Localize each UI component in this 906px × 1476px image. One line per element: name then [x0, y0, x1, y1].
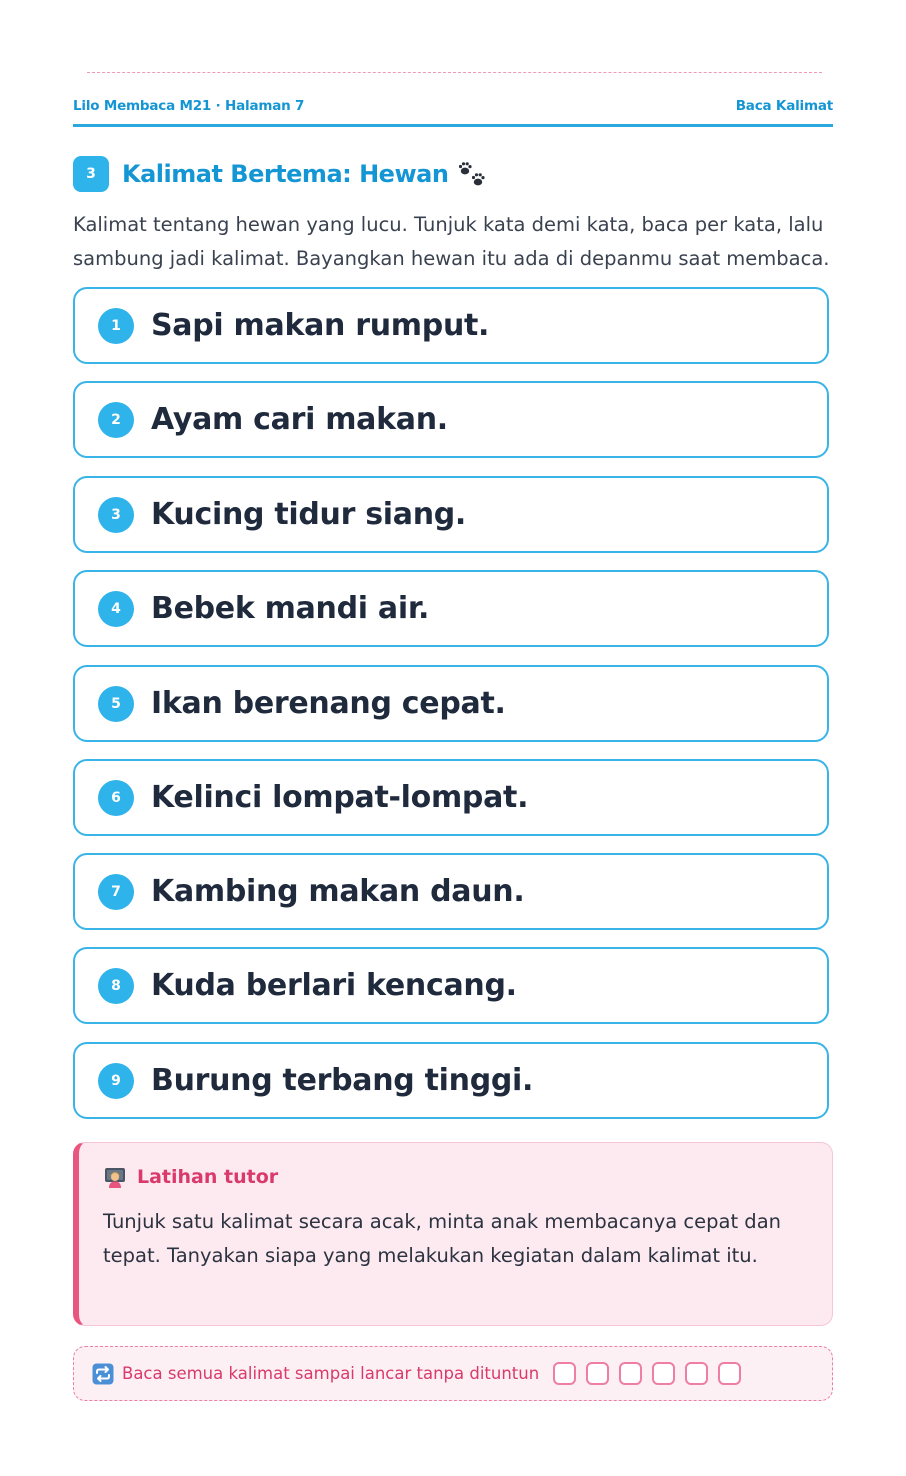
section-number-badge: 3 [73, 156, 109, 192]
sentence-card[interactable] [73, 381, 829, 458]
tutor-instructions: Tunjuk satu kalimat secara acak, minta anak membacanya cepat dan tepat. Tanyakan siapa yang melakukan kegiatan dalam kalimat itu. [103, 1210, 781, 1267]
teacher-icon [103, 1165, 127, 1189]
sentence-number: 4 [98, 591, 134, 627]
page-header [73, 88, 833, 127]
section-title [73, 156, 488, 192]
sentence-number: 2 [98, 402, 134, 438]
sentence-text: Kambing makan daun. [151, 874, 525, 909]
sentence-card[interactable] [73, 1042, 829, 1119]
sentence-card[interactable] [73, 287, 829, 364]
sentence-card[interactable] [73, 665, 829, 742]
reading-checkbox[interactable] [553, 1362, 576, 1385]
sentence-number: 7 [98, 874, 134, 910]
sentence-text: Kuda berlari kencang. [151, 968, 517, 1003]
section-heading: Kalimat Bertema: Hewan [122, 160, 449, 188]
sentence-card[interactable] [73, 759, 829, 836]
top-dashed-divider [87, 72, 822, 73]
sentence-text: Kucing tidur siang. [151, 497, 467, 532]
tutor-practice-box [73, 1142, 833, 1326]
sentence-card[interactable] [73, 570, 829, 647]
reading-checkbox[interactable] [685, 1362, 708, 1385]
sentence-number: 1 [98, 308, 134, 344]
sentence-number: 6 [98, 780, 134, 816]
reading-checkbox[interactable] [619, 1362, 642, 1385]
intro-paragraph: Kalimat tentang hewan yang lucu. Tunjuk kata demi kata, baca per kata, lalu sambung jadi kalimat. Bayangkan hewan itu ada di depanmu saat membaca. [73, 213, 830, 270]
sentence-card[interactable] [73, 853, 829, 930]
reading-checkbox[interactable] [652, 1362, 675, 1385]
repeat-icon [92, 1363, 114, 1385]
sentence-text: Ayam cari makan. [151, 402, 448, 437]
reading-checkbox[interactable] [586, 1362, 609, 1385]
sentence-text: Ikan berenang cepat. [151, 686, 506, 721]
header-book-page: Lilo Membaca M21 · Halaman 7 [73, 98, 305, 114]
sentence-card[interactable] [73, 947, 829, 1024]
reading-checkboxes [553, 1362, 751, 1385]
tutor-header [103, 1165, 278, 1189]
tutor-title: Latihan tutor [137, 1166, 279, 1188]
paw-prints-icon [456, 158, 488, 190]
repeat-instruction: Baca semua kalimat sampai lancar tanpa dituntun [122, 1364, 540, 1383]
header-activity: Baca Kalimat [735, 98, 833, 114]
sentence-text: Kelinci lompat-lompat. [151, 780, 529, 815]
sentence-number: 3 [98, 497, 134, 533]
sentence-number: 9 [98, 1063, 134, 1099]
sentence-number: 5 [98, 686, 134, 722]
reading-checkbox[interactable] [718, 1362, 741, 1385]
sentence-text: Bebek mandi air. [151, 591, 430, 626]
sentence-text: Sapi makan rumput. [151, 308, 490, 343]
sentence-number: 8 [98, 968, 134, 1004]
sentence-text: Burung terbang tinggi. [151, 1063, 534, 1098]
repeat-reading-tracker [73, 1346, 833, 1401]
sentence-card[interactable] [73, 476, 829, 553]
